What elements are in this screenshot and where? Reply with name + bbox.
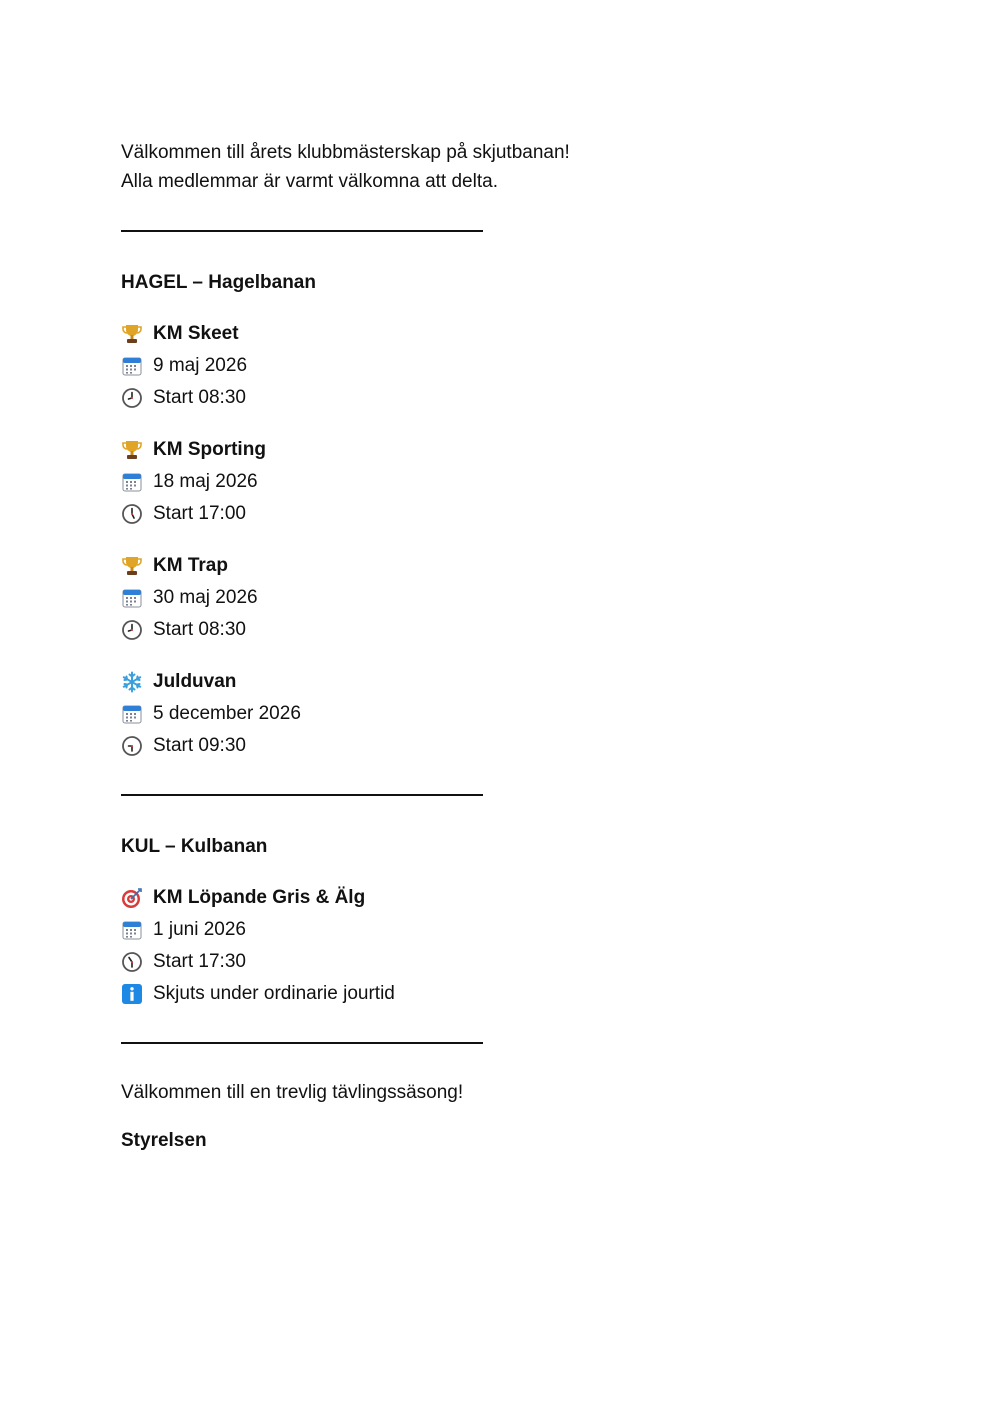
event-date: 30 maj 2026 (153, 587, 258, 608)
clock-icon (121, 951, 143, 973)
divider (121, 794, 483, 796)
event-date: 5 december 2026 (153, 703, 301, 724)
event-time: Start 09:30 (153, 735, 246, 756)
event-julduvan (121, 666, 881, 762)
event-time-row (121, 498, 881, 530)
event-time: Start 08:30 (153, 387, 246, 408)
intro-text (121, 138, 881, 196)
event-date-row (121, 350, 881, 382)
trophy-icon (121, 555, 143, 577)
section-heading-kul: KUL – Kulbanan (121, 836, 268, 857)
event-title: KM Skeet (153, 323, 239, 344)
event-date-row (121, 698, 881, 730)
event-km-sporting (121, 434, 881, 530)
event-title-row (121, 318, 881, 350)
event-time-row (121, 382, 881, 414)
calendar-icon (121, 355, 143, 377)
event-time: Start 17:30 (153, 951, 246, 972)
calendar-icon (121, 471, 143, 493)
intro-line-2: Alla medlemmar är varmt välkomna att delta. (121, 171, 498, 192)
outro-text: Välkommen till en trevlig tävlingssäsong! (121, 1082, 464, 1103)
event-km-trap (121, 550, 881, 646)
clock-icon (121, 735, 143, 757)
section-heading-hagel: HAGEL – Hagelbanan (121, 272, 316, 293)
event-title-row (121, 550, 881, 582)
target-icon (121, 887, 143, 909)
event-km-skeet (121, 318, 881, 414)
event-km-lopande-gris-alg (121, 882, 881, 1010)
event-date-row (121, 582, 881, 614)
event-date: 18 maj 2026 (153, 471, 258, 492)
event-date-row (121, 914, 881, 946)
event-title: Julduvan (153, 671, 237, 692)
event-time-row (121, 730, 881, 762)
event-time: Start 08:30 (153, 619, 246, 640)
event-title: KM Sporting (153, 439, 266, 460)
event-title-row (121, 434, 881, 466)
calendar-icon (121, 587, 143, 609)
divider (121, 1042, 483, 1044)
info-icon (121, 983, 143, 1005)
event-title: KM Trap (153, 555, 228, 576)
intro-line-1: Välkommen till årets klubbmästerskap på skjutbanan! (121, 142, 570, 163)
event-time: Start 17:00 (153, 503, 246, 524)
event-info-row (121, 978, 881, 1010)
trophy-icon (121, 439, 143, 461)
clock-icon (121, 503, 143, 525)
snowflake-icon (121, 671, 143, 693)
clock-icon (121, 387, 143, 409)
clock-icon (121, 619, 143, 641)
event-title-row (121, 882, 881, 914)
trophy-icon (121, 323, 143, 345)
event-info: Skjuts under ordinarie jourtid (153, 983, 395, 1004)
event-time-row (121, 946, 881, 978)
divider (121, 230, 483, 232)
event-date-row (121, 466, 881, 498)
event-date: 1 juni 2026 (153, 919, 246, 940)
event-title-row (121, 666, 881, 698)
signature: Styrelsen (121, 1130, 207, 1151)
document-page (121, 138, 881, 1154)
event-time-row (121, 614, 881, 646)
calendar-icon (121, 919, 143, 941)
event-title: KM Löpande Gris & Älg (153, 887, 366, 908)
calendar-icon (121, 703, 143, 725)
event-date: 9 maj 2026 (153, 355, 248, 376)
